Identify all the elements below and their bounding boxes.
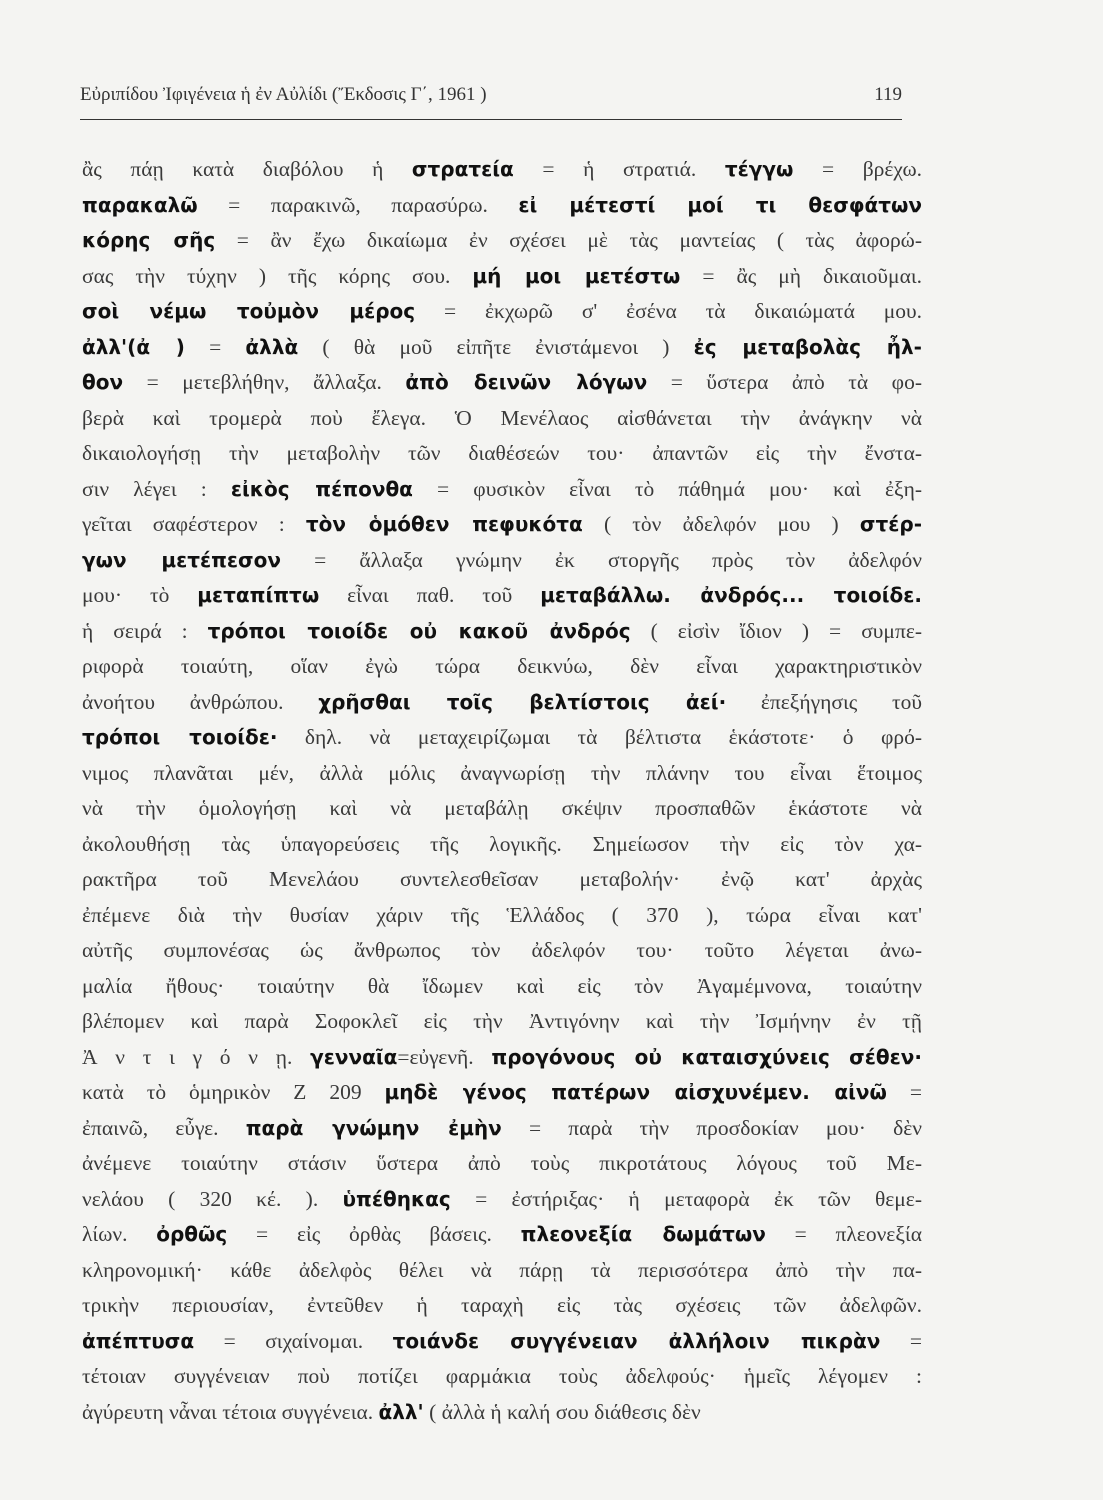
gloss: δικαιολογήσῃ τὴν μεταβολὴν τῶν διαθέσεών του· ἀπαντῶν εἰς τὴν ἔνστα- (82, 441, 922, 465)
gloss: = ἄλλαξα γνώμην ἐκ στοργῆς πρὸς τὸν ἀδελφόν (281, 547, 922, 572)
text-line (82, 223, 922, 259)
gloss: ρακτῆρα τοῦ Μενελάου συντελεσθεῖσαν μεταβολήν· ἐνῷ κατ' ἀρχὰς (82, 867, 922, 891)
text-line (82, 898, 922, 934)
lemma: τέγγω (724, 157, 794, 181)
gloss: λίων. (82, 1222, 157, 1246)
gloss: = φυσικὸν εἶναι τὸ πάθημά μου· καὶ ἐξη- (412, 476, 922, 501)
text-line (82, 1111, 922, 1147)
gloss: ριφορὰ τοιαύτη, οἵαν ἐγὼ τώρα δεικνύω, δὲν εἶναι χαρακτηριστικὸν (82, 654, 922, 678)
text-line (82, 436, 922, 472)
gloss: = ἂν ἔχω δικαίωμα ἐν σχέσει μὲ τὰς μαντείας ( τὰς ἀφορώ- (215, 228, 922, 252)
lemma: στρατεία (411, 157, 514, 181)
header-rule (80, 119, 902, 120)
lemma: τρόποι τοιοίδε· (82, 725, 278, 749)
text-line (82, 756, 922, 792)
text-line (82, 1253, 922, 1289)
text-line (82, 1288, 922, 1324)
text-line (82, 1004, 922, 1040)
text-line (82, 649, 922, 685)
lemma: τρόποι τοιοίδε οὐ κακοῦ ἀνδρός (207, 618, 631, 643)
text-line (82, 578, 922, 614)
text-line (82, 1146, 922, 1182)
text-line (82, 259, 922, 295)
gloss: ἐπαινῶ, εὖγε. (82, 1115, 246, 1140)
lemma: ὑπέθηκας (342, 1186, 451, 1211)
lemma: σοὶ νέμω τοὐμὸν μέρος (82, 299, 416, 323)
text-line (82, 401, 922, 437)
gloss: τέτοιαν συγγένειαν ποὺ ποτίζει φαρμάκια τοὺς ἀδελφούς· ἡμεῖς λέγομεν : (82, 1364, 922, 1388)
page-number: 119 (874, 84, 902, 105)
gloss: ἀκολουθήσῃ τὰς ὑπαγορεύσεις τῆς λογικῆς. Σημείωσον τὴν εἰς τὸν χα- (82, 831, 922, 856)
lemma: θον (82, 370, 124, 394)
lemma: ἀπέπτυσα (82, 1328, 195, 1353)
lemma: προγόνους οὐ καταισχύνεις σέθεν· (491, 1044, 922, 1069)
page-header (80, 84, 902, 106)
lemma: μεταπίπτω (197, 583, 320, 607)
gloss: δηλ. νὰ μεταχειρίζωμαι τὰ βέλτιστα ἑκάστοτε· ὁ φρό- (277, 725, 922, 749)
lemma: τὸν ὁμόθεν πεφυκότα (305, 512, 583, 536)
gloss: = ἐστήριξας· ἡ μεταφορὰ ἐκ τῶν θεμε- (450, 1186, 922, 1211)
gloss: = (886, 1080, 922, 1104)
lemma: ἀπὸ δεινῶν λόγων (405, 370, 648, 394)
gloss: = παρὰ τὴν προσδοκίαν μου· δὲν (501, 1115, 922, 1140)
text-line (82, 543, 922, 579)
text-line (82, 933, 922, 969)
gloss: νελάου ( 320 κέ. ). (82, 1186, 343, 1211)
gloss: αὐτῆς συμπονέσας ὡς ἄνθρωπος τὸν ἀδελφόν του· τοῦτο λέγεται ἀνω- (82, 938, 922, 962)
gloss: = βρέχω. (793, 157, 922, 181)
gloss: κληρονομική· κάθε ἀδελφὸς θέλει νὰ πάρῃ τὰ περισσότερα ἀπὸ τὴν πα- (82, 1257, 922, 1282)
lemma: εἰ μέτεστί μοί τι θεσφάτων (518, 192, 922, 217)
text-line (82, 969, 922, 1005)
commentary-text (82, 152, 922, 1430)
text-line (82, 1075, 922, 1111)
gloss: μου· τὸ (82, 583, 198, 607)
lemma: στέρ- (859, 512, 922, 536)
gloss: νὰ τὴν ὁμολογήσῃ καὶ νὰ μεταβάλῃ σκέψιν προσπαθῶν ἑκάστοτε νὰ (82, 796, 922, 820)
lemma: τοιάνδε συγγένειαν ἀλλήλοιν πικρὰν (392, 1328, 881, 1353)
running-title: Εὐριπίδου Ἰφιγένεια ἡ ἐν Αὐλίδι (Ἔκδοσις Γ΄, 1961 ) (80, 84, 487, 105)
lemma: γων μετέπεσον (82, 547, 281, 572)
gloss: = σιχαίνομαι. (194, 1328, 393, 1353)
lemma: μηδὲ γένος πατέρων αἰσχυνέμεν. αἰνῶ (384, 1080, 887, 1104)
text-line (82, 1182, 922, 1218)
gloss: = πλεονεξία (765, 1222, 922, 1246)
text-line (82, 827, 922, 863)
gloss: σιν λέγει : (82, 476, 231, 501)
lemma: ἀλλ'(ἀ ) (82, 334, 185, 359)
gloss: ( τὸν ἀδελφόν μου ) (582, 512, 860, 536)
text-line (82, 791, 922, 827)
gloss: εἶναι παθ. τοῦ (319, 583, 541, 607)
text-line (82, 188, 922, 224)
gloss: = ὕστερα ἀπὸ τὰ φο- (647, 370, 922, 394)
gloss: σας τὴν τύχην ) τῆς κόρης σου. (82, 263, 473, 288)
gloss: βερὰ καὶ τρομερὰ ποὺ ἔλεγα. Ὁ Μενέλαος αἰσθάνεται τὴν ἀνάγκην νὰ (82, 405, 922, 430)
lemma: μή μοι μετέστω (472, 263, 681, 288)
gloss: βλέπομεν καὶ παρὰ Σοφοκλεῖ εἰς τὴν Ἀντιγόνην καὶ τὴν Ἰσμήνην ἐν τῇ (82, 1009, 922, 1033)
lemma: πλεονεξία δωμάτων (520, 1222, 766, 1246)
text-line (82, 1040, 922, 1076)
text-line (82, 1217, 922, 1253)
lemma: γενναῖα (310, 1044, 398, 1069)
lemma: ὀρθῶς (156, 1222, 228, 1246)
text-line (82, 330, 922, 366)
gloss: τρικὴν περιουσίαν, ἐντεῦθεν ἡ ταραχὴ εἰς τὰς σχέσεις τῶν ἀδελφῶν. (82, 1293, 922, 1317)
gloss: = ἡ στρατιά. (513, 157, 725, 181)
gloss: νιμος πλανᾶται μέν, ἀλλὰ μόλις ἀναγνωρίσῃ τὴν πλάνην του εἶναι ἕτοιμος (82, 760, 922, 785)
lemma: παρὰ γνώμην ἐμὴν (245, 1115, 502, 1140)
gloss: ἀνοήτου ἀνθρώπου. (82, 689, 319, 714)
lemma: εἰκὸς πέπονθα (230, 476, 413, 501)
gloss: ( ἀλλὰ ἡ καλή σου διάθεσις δὲν (423, 1399, 701, 1424)
text-line (82, 1395, 922, 1431)
gloss: = ἐκχωρῶ σ' ἐσένα τὰ δικαιώματά μου. (415, 299, 922, 323)
gloss: =εὐγενῆ. (397, 1044, 492, 1069)
text-line (82, 862, 922, 898)
lemma: ἀλλὰ (245, 334, 299, 359)
text-line (82, 294, 922, 330)
lemma: κόρης σῆς (82, 228, 216, 252)
gloss: = μετεβλήθην, ἄλλαξα. (123, 370, 406, 394)
gloss: ( εἰσὶν ἴδιον ) = συμπε- (630, 618, 922, 643)
text-line (82, 507, 922, 543)
text-line (82, 152, 922, 188)
gloss: = (184, 334, 246, 359)
gloss: = ἂς μὴ δικαιοῦμαι. (680, 263, 922, 288)
text-line (82, 614, 922, 650)
gloss: ἐπεξήγησις τοῦ (726, 689, 922, 714)
text-line (82, 1359, 922, 1395)
lemma: ἀλλ' (378, 1399, 424, 1424)
text-line (82, 1324, 922, 1360)
gloss: ἡ σειρά : (82, 618, 208, 643)
gloss: ἂς πάῃ κατὰ διαβόλου ἡ (82, 157, 412, 181)
text-line (82, 720, 922, 756)
gloss: γεῖται σαφέστερον : (82, 512, 306, 536)
gloss: = (880, 1328, 922, 1353)
gloss: κατὰ τὸ ὁμηρικὸν Ζ 209 (82, 1080, 385, 1104)
gloss: ἀνέμενε τοιαύτην στάσιν ὕστερα ἀπὸ τοὺς πικροτάτους λόγους τοῦ Με- (82, 1151, 922, 1175)
lemma: μεταβάλλω. ἀνδρός... τοιοίδε. (540, 583, 922, 607)
gloss: = εἰς ὀρθὰς βάσεις. (227, 1222, 521, 1246)
gloss: ( θὰ μοῦ εἰπῆτε ἐνιστάμενοι ) (298, 334, 694, 359)
text-line (82, 685, 922, 721)
gloss: Ἀ ν τ ι γ ό ν ῃ. (82, 1044, 311, 1069)
gloss: μαλία ἤθους· τοιαύτην θὰ ἴδωμεν καὶ εἰς τὸν Ἀγαμέμνονα, τοιαύτην (82, 973, 922, 998)
text-line (82, 365, 922, 401)
lemma: ἐς μεταβολὰς ἦλ- (693, 334, 922, 359)
gloss: ἐπέμενε διὰ τὴν θυσίαν χάριν τῆς Ἑλλάδος ( 370 ), τώρα εἶναι κατ' (82, 902, 922, 927)
gloss: ἀγύρευτη νἆναι τέτοια συγγένεια. (82, 1399, 379, 1424)
gloss: = παρακινῶ, παρασύρω. (197, 192, 519, 217)
text-line (82, 472, 922, 508)
lemma: παρακαλῶ (82, 192, 198, 217)
lemma: χρῆσθαι τοῖς βελτίστοις ἀεί· (318, 689, 727, 714)
